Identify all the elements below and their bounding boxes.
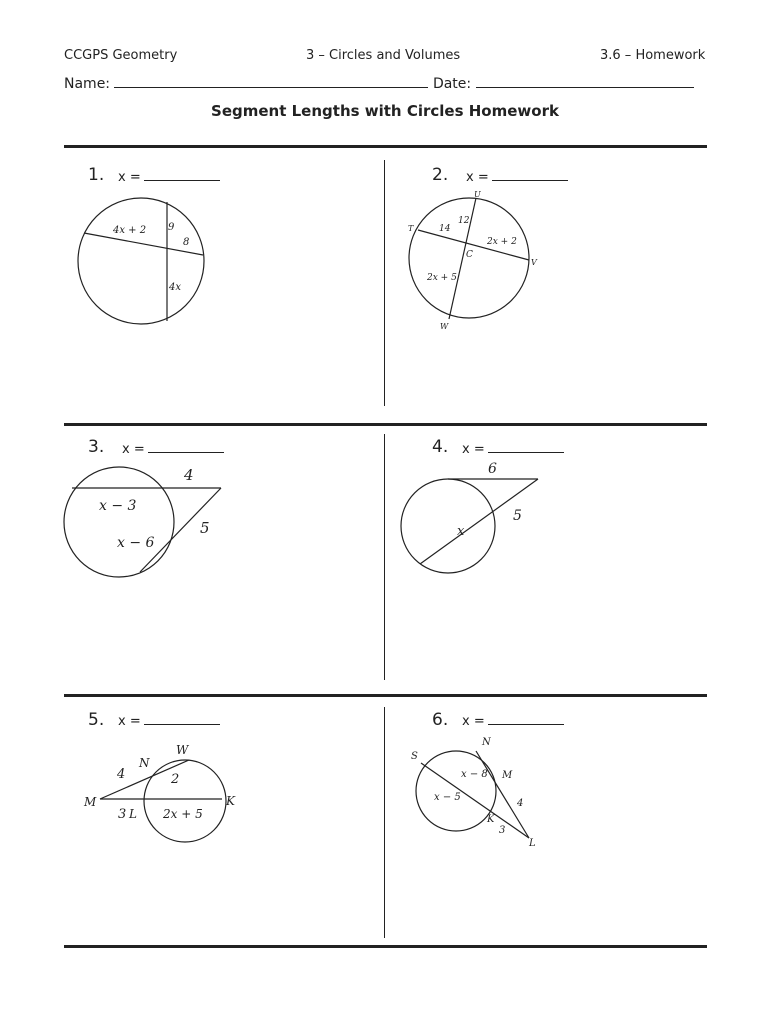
segment-label: 3 xyxy=(499,825,506,836)
point-label: L xyxy=(529,838,536,849)
segment-label: 2 xyxy=(171,772,180,787)
problem-number: 3. xyxy=(88,437,105,457)
segment-label: 4 xyxy=(184,466,194,484)
course-name: CCGPS Geometry xyxy=(64,48,178,63)
problem-number: 2. xyxy=(432,165,449,185)
problem-number: 4. xyxy=(432,437,449,457)
segment-label: 2x + 5 xyxy=(163,807,203,821)
point-label: W xyxy=(440,322,449,331)
point-label: N xyxy=(139,756,150,770)
problem-number: 5. xyxy=(88,710,105,730)
point-label: K xyxy=(226,794,235,808)
point-label: C xyxy=(466,250,473,260)
problem-number: 1. xyxy=(88,165,105,185)
segment-label: 2x + 2 xyxy=(487,237,517,247)
point-label: S xyxy=(411,751,418,762)
point-label: T xyxy=(408,224,414,233)
date-label: Date: xyxy=(432,76,472,92)
segment-label: 3 xyxy=(118,807,127,822)
segment-label: 5 xyxy=(200,519,210,537)
segment-label: x − 3 xyxy=(99,498,137,514)
unit-name: 3 – Circles and Volumes xyxy=(306,48,461,63)
point-label: W xyxy=(176,743,189,757)
segment-label: 4x + 2 xyxy=(113,225,147,236)
point-label: U xyxy=(474,190,481,199)
point-label: N xyxy=(482,737,491,748)
point-label: M xyxy=(84,795,97,809)
page-title: Segment Lengths with Circles Homework xyxy=(211,102,559,120)
answer-label: x = xyxy=(462,442,485,457)
answer-label: x = xyxy=(466,170,489,185)
segment-label: 14 xyxy=(439,224,451,234)
answer-label: x = xyxy=(462,714,485,729)
segment-label: 8 xyxy=(183,237,190,248)
segment-label: 9 xyxy=(168,222,175,233)
answer-label: x = xyxy=(118,170,141,185)
segment-label: 4x xyxy=(169,282,182,293)
name-label: Name: xyxy=(64,76,111,92)
point-label: M xyxy=(502,770,513,781)
segment-label: 4 xyxy=(117,767,126,782)
segment-label: 12 xyxy=(458,216,470,226)
answer-label: x = xyxy=(122,442,145,457)
segment-label: x − 5 xyxy=(434,792,461,803)
segment-label: 6 xyxy=(488,461,497,477)
assignment-name: 3.6 – Homework xyxy=(600,48,706,63)
answer-label: x = xyxy=(118,714,141,729)
segment-label: x xyxy=(457,524,465,539)
point-label: K xyxy=(487,814,495,825)
segment-label: x − 8 xyxy=(461,769,488,780)
point-label: V xyxy=(531,258,537,267)
segment-label: x − 6 xyxy=(117,535,155,551)
problem-number: 6. xyxy=(432,710,449,730)
segment-label: 5 xyxy=(513,508,522,524)
segment-label: 4 xyxy=(517,798,524,809)
segment-label: 2x + 5 xyxy=(427,273,457,283)
point-label: L xyxy=(129,807,137,821)
